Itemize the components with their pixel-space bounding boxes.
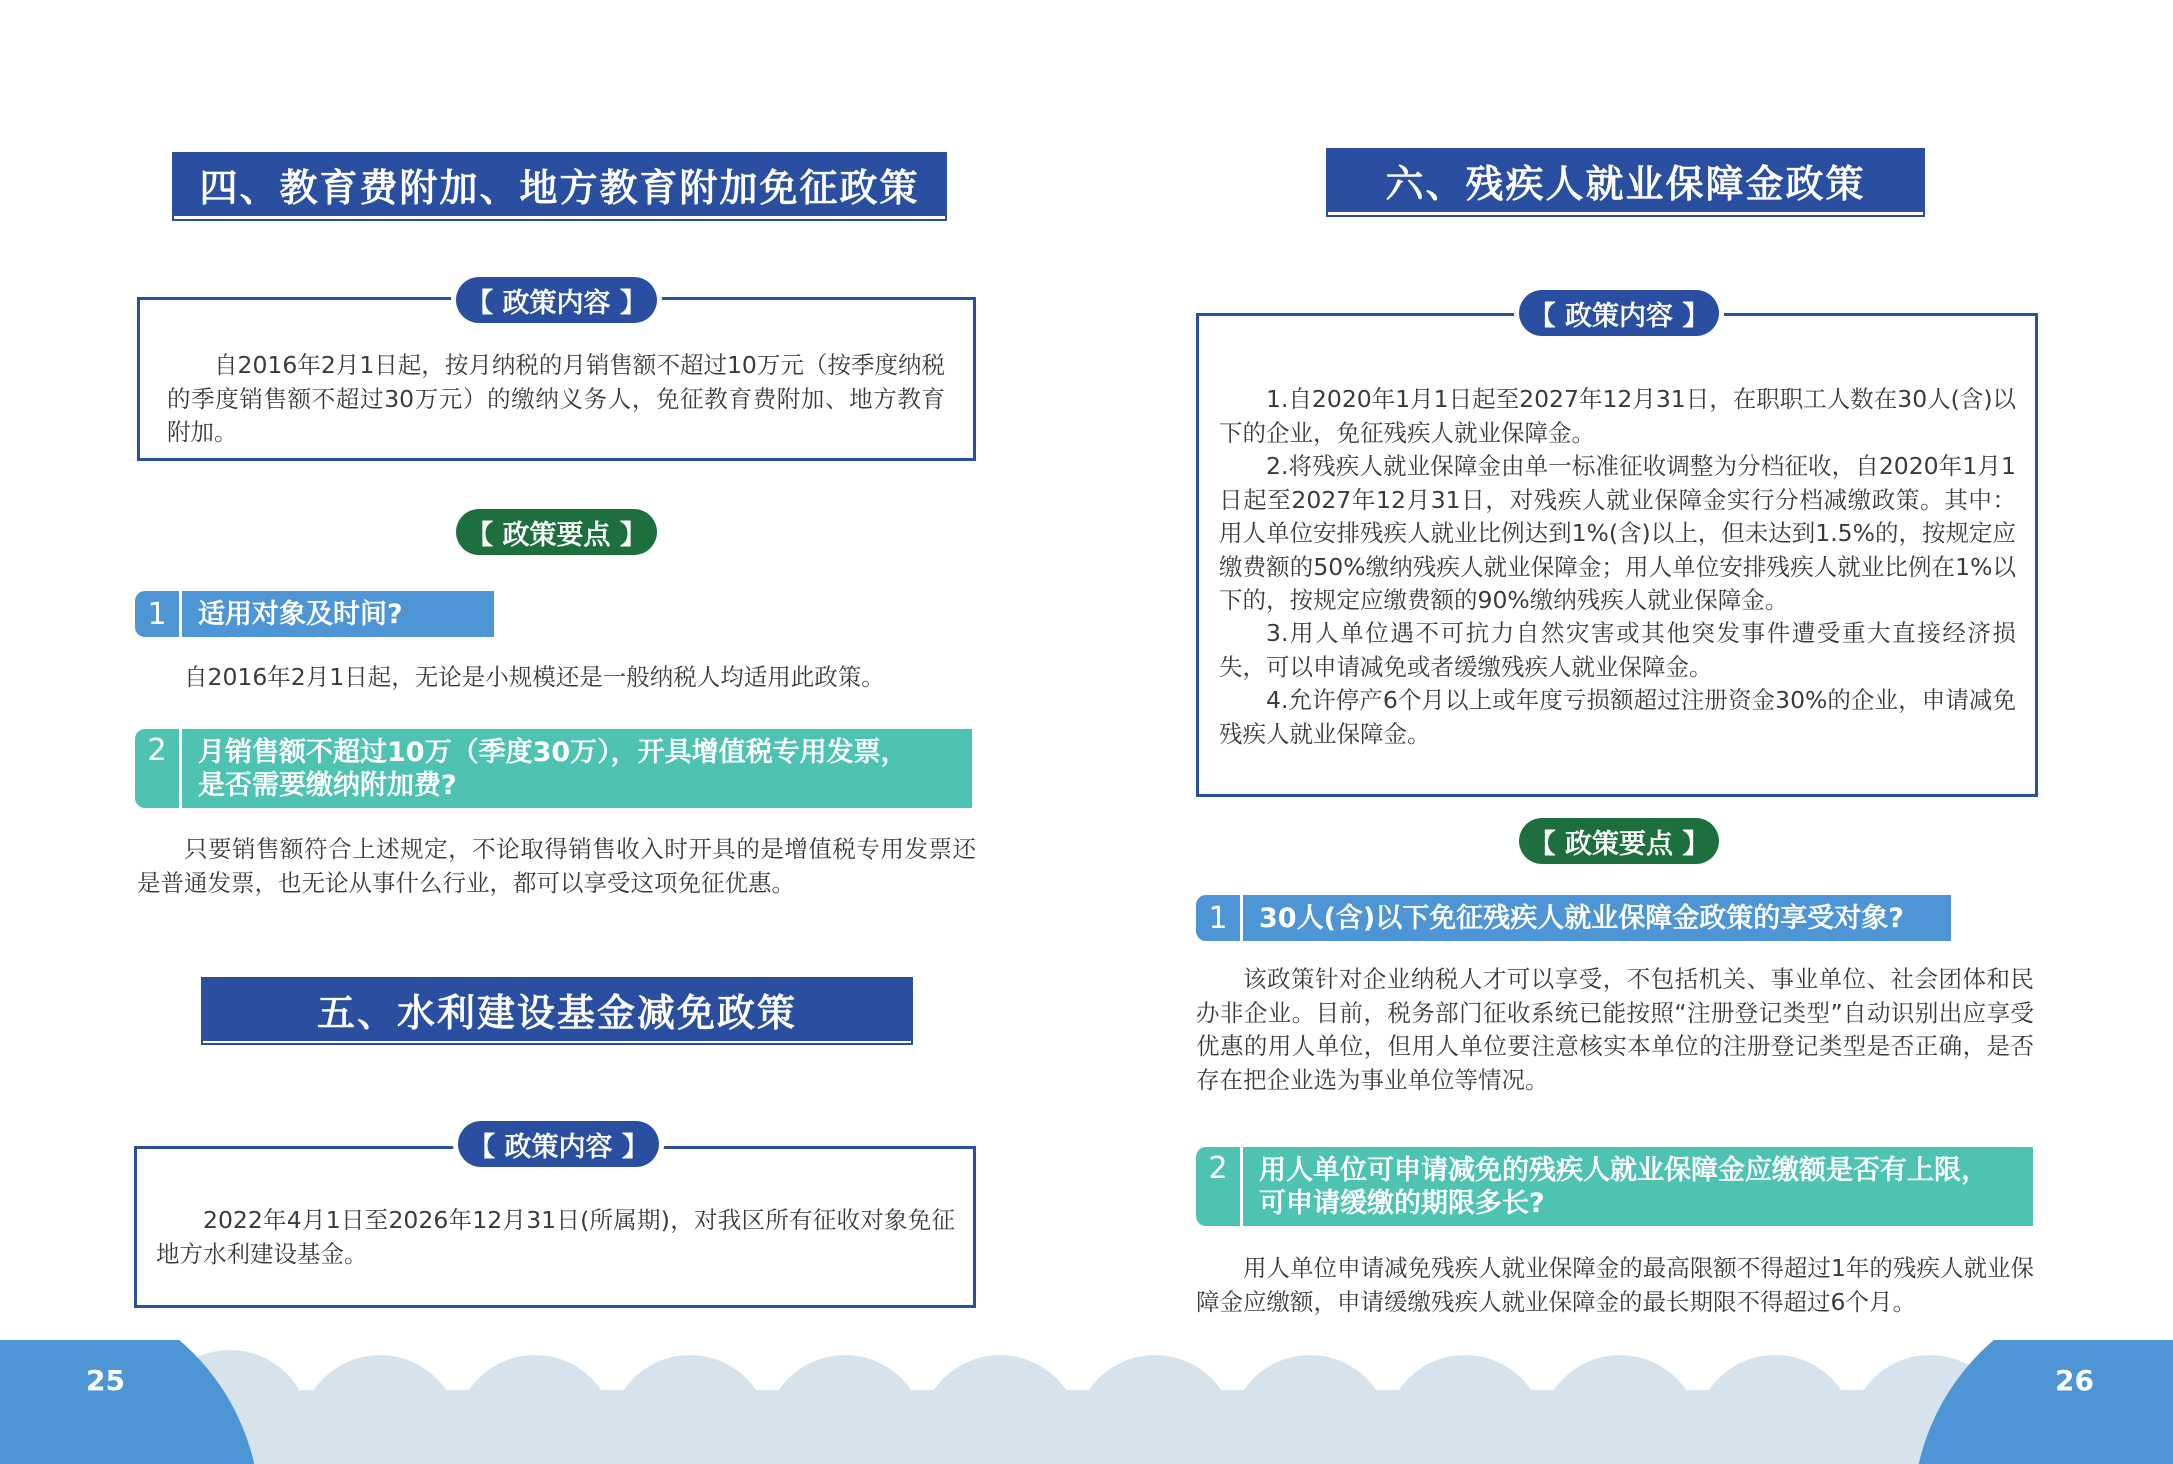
footer-wave-decoration bbox=[0, 1340, 2173, 1464]
section4-question-1 bbox=[135, 591, 494, 637]
section6-question-1 bbox=[1196, 895, 1951, 941]
left-page-number: 25 bbox=[86, 1364, 125, 1397]
footer-wave-graphic bbox=[0, 1340, 2173, 1464]
section6-answer-2: 用人单位申请减免残疾人就业保障金的最高限额不得超过1年的残疾人就业保障金应缴额，申请缓缴残疾人就业保障金的最长期限不得超过6个月。 bbox=[1196, 1254, 2034, 1316]
section4-points-label: 【 政策要点 】 bbox=[456, 509, 657, 555]
question-number: 1 bbox=[1196, 895, 1240, 941]
question-text: 30人(含)以下免征残疾人就业保障金政策的享受对象? bbox=[1243, 895, 1951, 941]
section6-title: 六、残疾人就业保障金政策 bbox=[1326, 148, 1925, 212]
question-text: 用人单位可申请减免的残疾人就业保障金应缴额是否有上限， 可申请缓缴的期限多长? bbox=[1243, 1147, 2033, 1226]
question-number: 1 bbox=[135, 591, 179, 637]
question-number: 2 bbox=[1196, 1147, 1240, 1226]
question-number: 2 bbox=[135, 729, 179, 808]
section4-answer-1: 自2016年2月1日起，无论是小规模还是一般纳税人均适用此政策。 bbox=[184, 663, 885, 691]
section4-content-text: 自2016年2月1日起，按月纳税的月销售额不超过10万元（按季度纳税的季度销售额不超过30万元）的缴纳义务人，免征教育费附加、地方教育附加。 bbox=[167, 351, 945, 446]
section6-content-label: 【 政策内容 】 bbox=[1519, 290, 1719, 336]
right-page-number: 26 bbox=[2055, 1364, 2094, 1397]
section5-content-label: 【 政策内容 】 bbox=[458, 1121, 659, 1167]
section4-question-2 bbox=[135, 729, 972, 808]
section5-content-text: 2022年4月1日至2026年12月31日(所属期)，对我区所有征收对象免征地方水利建设基金。 bbox=[156, 1206, 955, 1268]
section4-content-label: 【 政策内容 】 bbox=[456, 277, 657, 323]
section6-answer-1: 该政策针对企业纳税人才可以享受，不包括机关、事业单位、社会团体和民办非企业。目前，税务部门征收系统已能按照“注册登记类型”自动识别出应享受优惠的用人单位，但用人单位要注意核实本单位的注册登记类型是否正确，是否存在把企业选为事业单位等情况。 bbox=[1196, 965, 2034, 1094]
section6-question-2 bbox=[1196, 1147, 2033, 1226]
section4-title: 四、教育费附加、地方教育附加免征政策 bbox=[172, 152, 947, 216]
section6-points-label: 【 政策要点 】 bbox=[1519, 818, 1719, 864]
section5-title: 五、水利建设基金减免政策 bbox=[201, 977, 913, 1041]
question-text: 适用对象及时间? bbox=[182, 591, 494, 637]
question-text: 月销售额不超过10万（季度30万），开具增值税专用发票， 是否需要缴纳附加费? bbox=[182, 729, 972, 808]
section4-answer-2: 只要销售额符合上述规定，不论取得销售收入时开具的是增值税专用发票还是普通发票，也无论从事什么行业，都可以享受这项免征优惠。 bbox=[137, 835, 976, 897]
